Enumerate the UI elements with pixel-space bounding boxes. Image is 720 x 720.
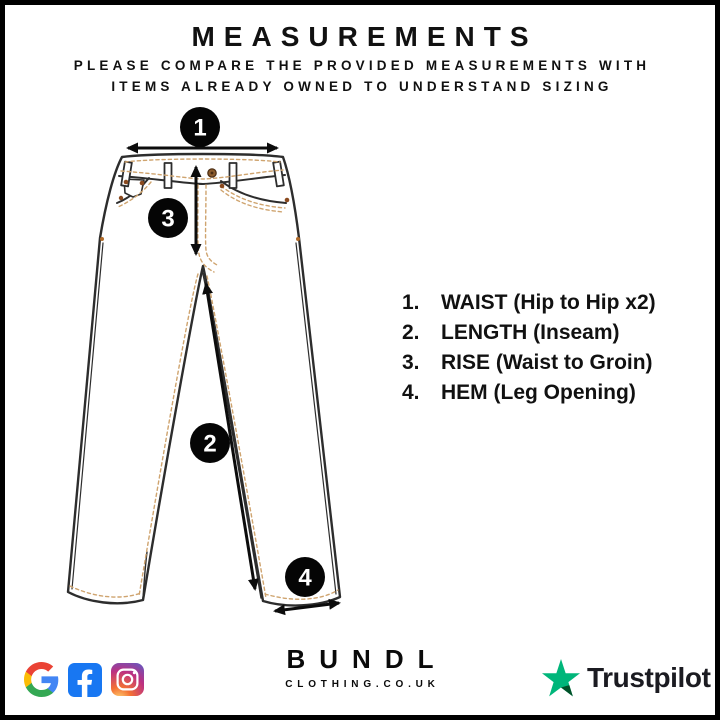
legend-label: HEM (Leg Opening) [441,381,636,404]
marker-3-number: 3 [161,205,175,233]
subtitle-line-1: PLEASE COMPARE THE PROVIDED MEASUREMENTS WITH [73,58,651,73]
trustpilot-label: Trustpilot [587,662,711,693]
legend-item-waist [402,288,656,318]
legend-item-hem [402,378,656,408]
brand-domain: CLOTHING.CO.UK [285,679,440,690]
legend-number: 1. [402,291,420,314]
marker-rise [148,198,188,238]
waist-button [208,169,216,177]
legend-number: 2. [402,321,420,344]
trustpilot-logo[interactable] [542,659,711,697]
legend-label: WAIST (Hip to Hip x2) [441,291,656,314]
marker-hem [285,557,325,597]
marker-waist [180,107,220,147]
marker-length [190,423,230,463]
legend-label: RISE (Waist to Groin) [441,351,653,374]
trustpilot-star-icon [542,659,580,697]
subtitle-line-2: ITEMS ALREADY OWNED TO UNDERSTAND SIZING [111,79,613,94]
legend-number: 3. [402,351,420,374]
legend-item-length [402,318,656,348]
marker-2-number: 2 [203,430,217,458]
measurement-legend [402,288,656,408]
legend-label: LENGTH (Inseam) [441,321,620,344]
jeans-outline [68,154,340,606]
legend-number: 4. [402,381,420,404]
jeans-silhouette [68,154,340,606]
page-title: MEASUREMENTS [191,21,538,52]
legend-item-rise [402,348,656,378]
marker-1-number: 1 [193,114,207,142]
brand-name: BUNDL [286,644,448,674]
marker-4-number: 4 [298,564,312,592]
